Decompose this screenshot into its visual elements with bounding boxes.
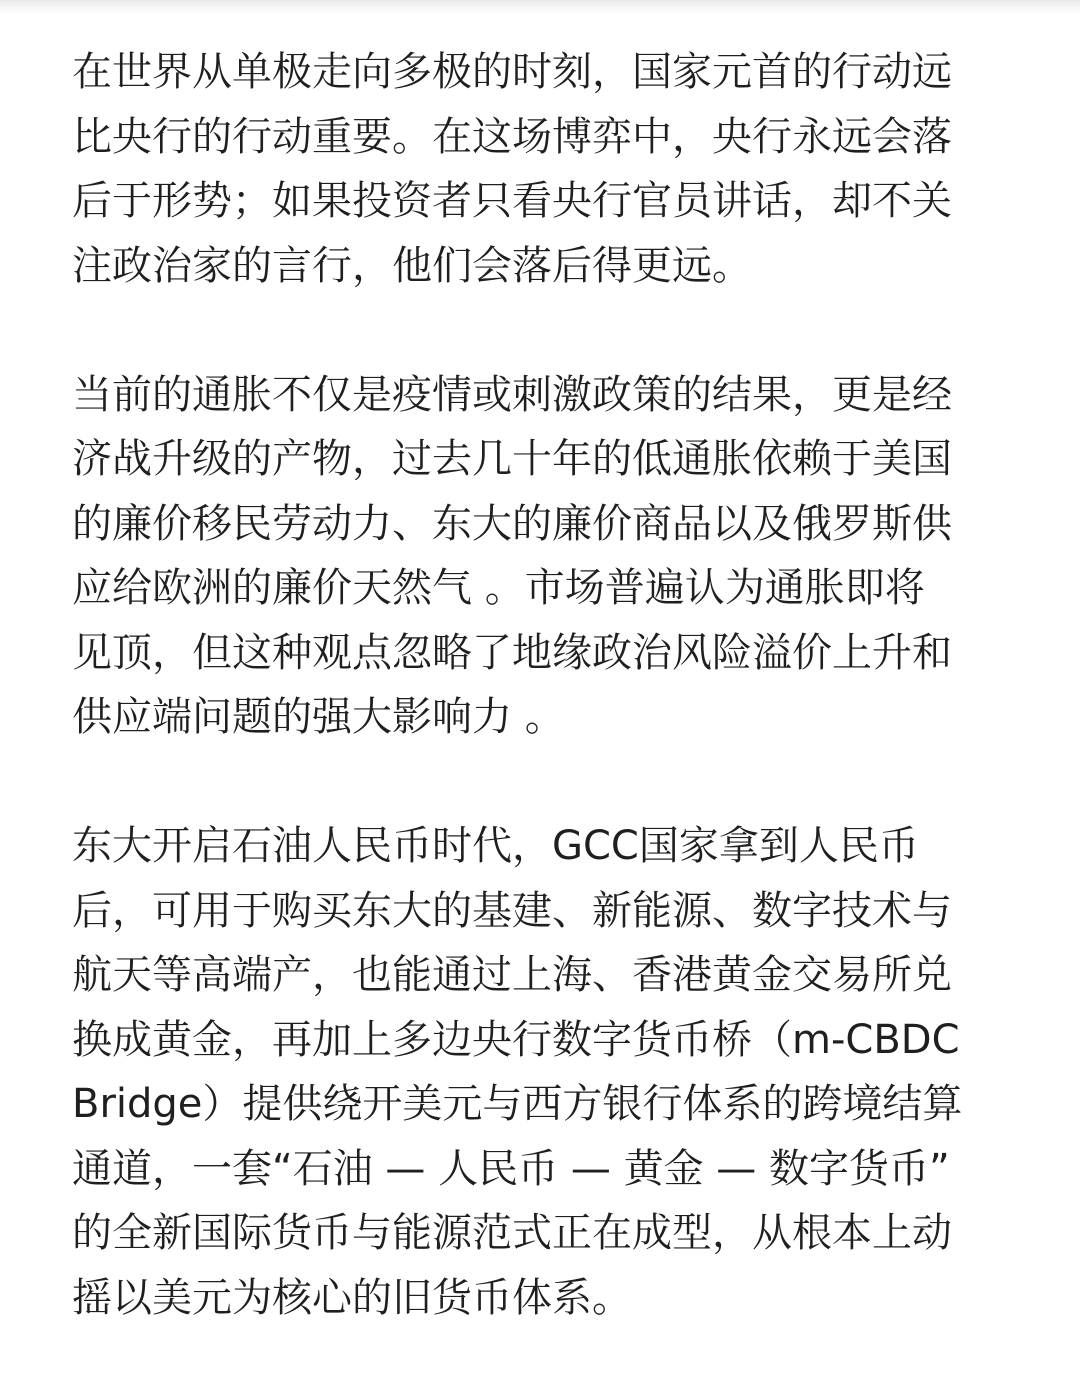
text-line: 航天等高端产，也能通过上海、香港黄金交易所兑: [72, 952, 952, 998]
text-line: 济战升级的产物，过去几十年的低通胀依赖于美国: [72, 436, 952, 482]
top-shadow: [0, 0, 1080, 14]
text-line: 的全新国际货币与能源范式正在成型，从根本上动: [72, 1210, 952, 1256]
text-line: 后，可用于购买东大的基建、新能源、数字技术与: [72, 887, 952, 934]
text-line: 在世界从单极走向多极的时刻，国家元首的行动远: [72, 49, 952, 95]
text-line: 供应端问题的强大影响力 。: [72, 694, 565, 740]
text-line: 换成黄金，再加上多边央行数字货币桥（m-CBDC: [72, 1016, 960, 1063]
text-line: 注政治家的言行，他们会落后得更远。: [72, 242, 752, 289]
paragraph-2: [72, 363, 1012, 750]
text-line: 应给欧洲的廉价天然气 。市场普遍认为通胀即将: [72, 565, 925, 611]
text-line: 当前的通胀不仅是疫情或刺激政策的结果，更是经: [72, 371, 952, 418]
article-body: [72, 40, 1012, 1330]
paragraph-1: [72, 40, 1012, 298]
text-line: 摇以美元为核心的旧货币体系。: [72, 1274, 632, 1321]
text-line: 东大开启石油人民币时代，GCC国家拿到人民币: [72, 823, 919, 869]
text-line: 通道，一套“石油 — 人民币 — 黄金 — 数字货币”: [72, 1145, 950, 1192]
text-line: 见顶，但这种观点忽略了地缘政治风险溢价上升和: [72, 629, 952, 676]
paragraph-3: [72, 814, 1012, 1330]
text-line: 的廉价移民劳动力、东大的廉价商品以及俄罗斯供: [72, 500, 952, 547]
text-line: 后于形势；如果投资者只看央行官员讲话，却不关: [72, 178, 952, 224]
text-line: 比央行的行动重要。在这场博弈中，央行永远会落: [72, 113, 952, 160]
text-line: Bridge）提供绕开美元与西方银行体系的跨境结算: [72, 1081, 963, 1127]
